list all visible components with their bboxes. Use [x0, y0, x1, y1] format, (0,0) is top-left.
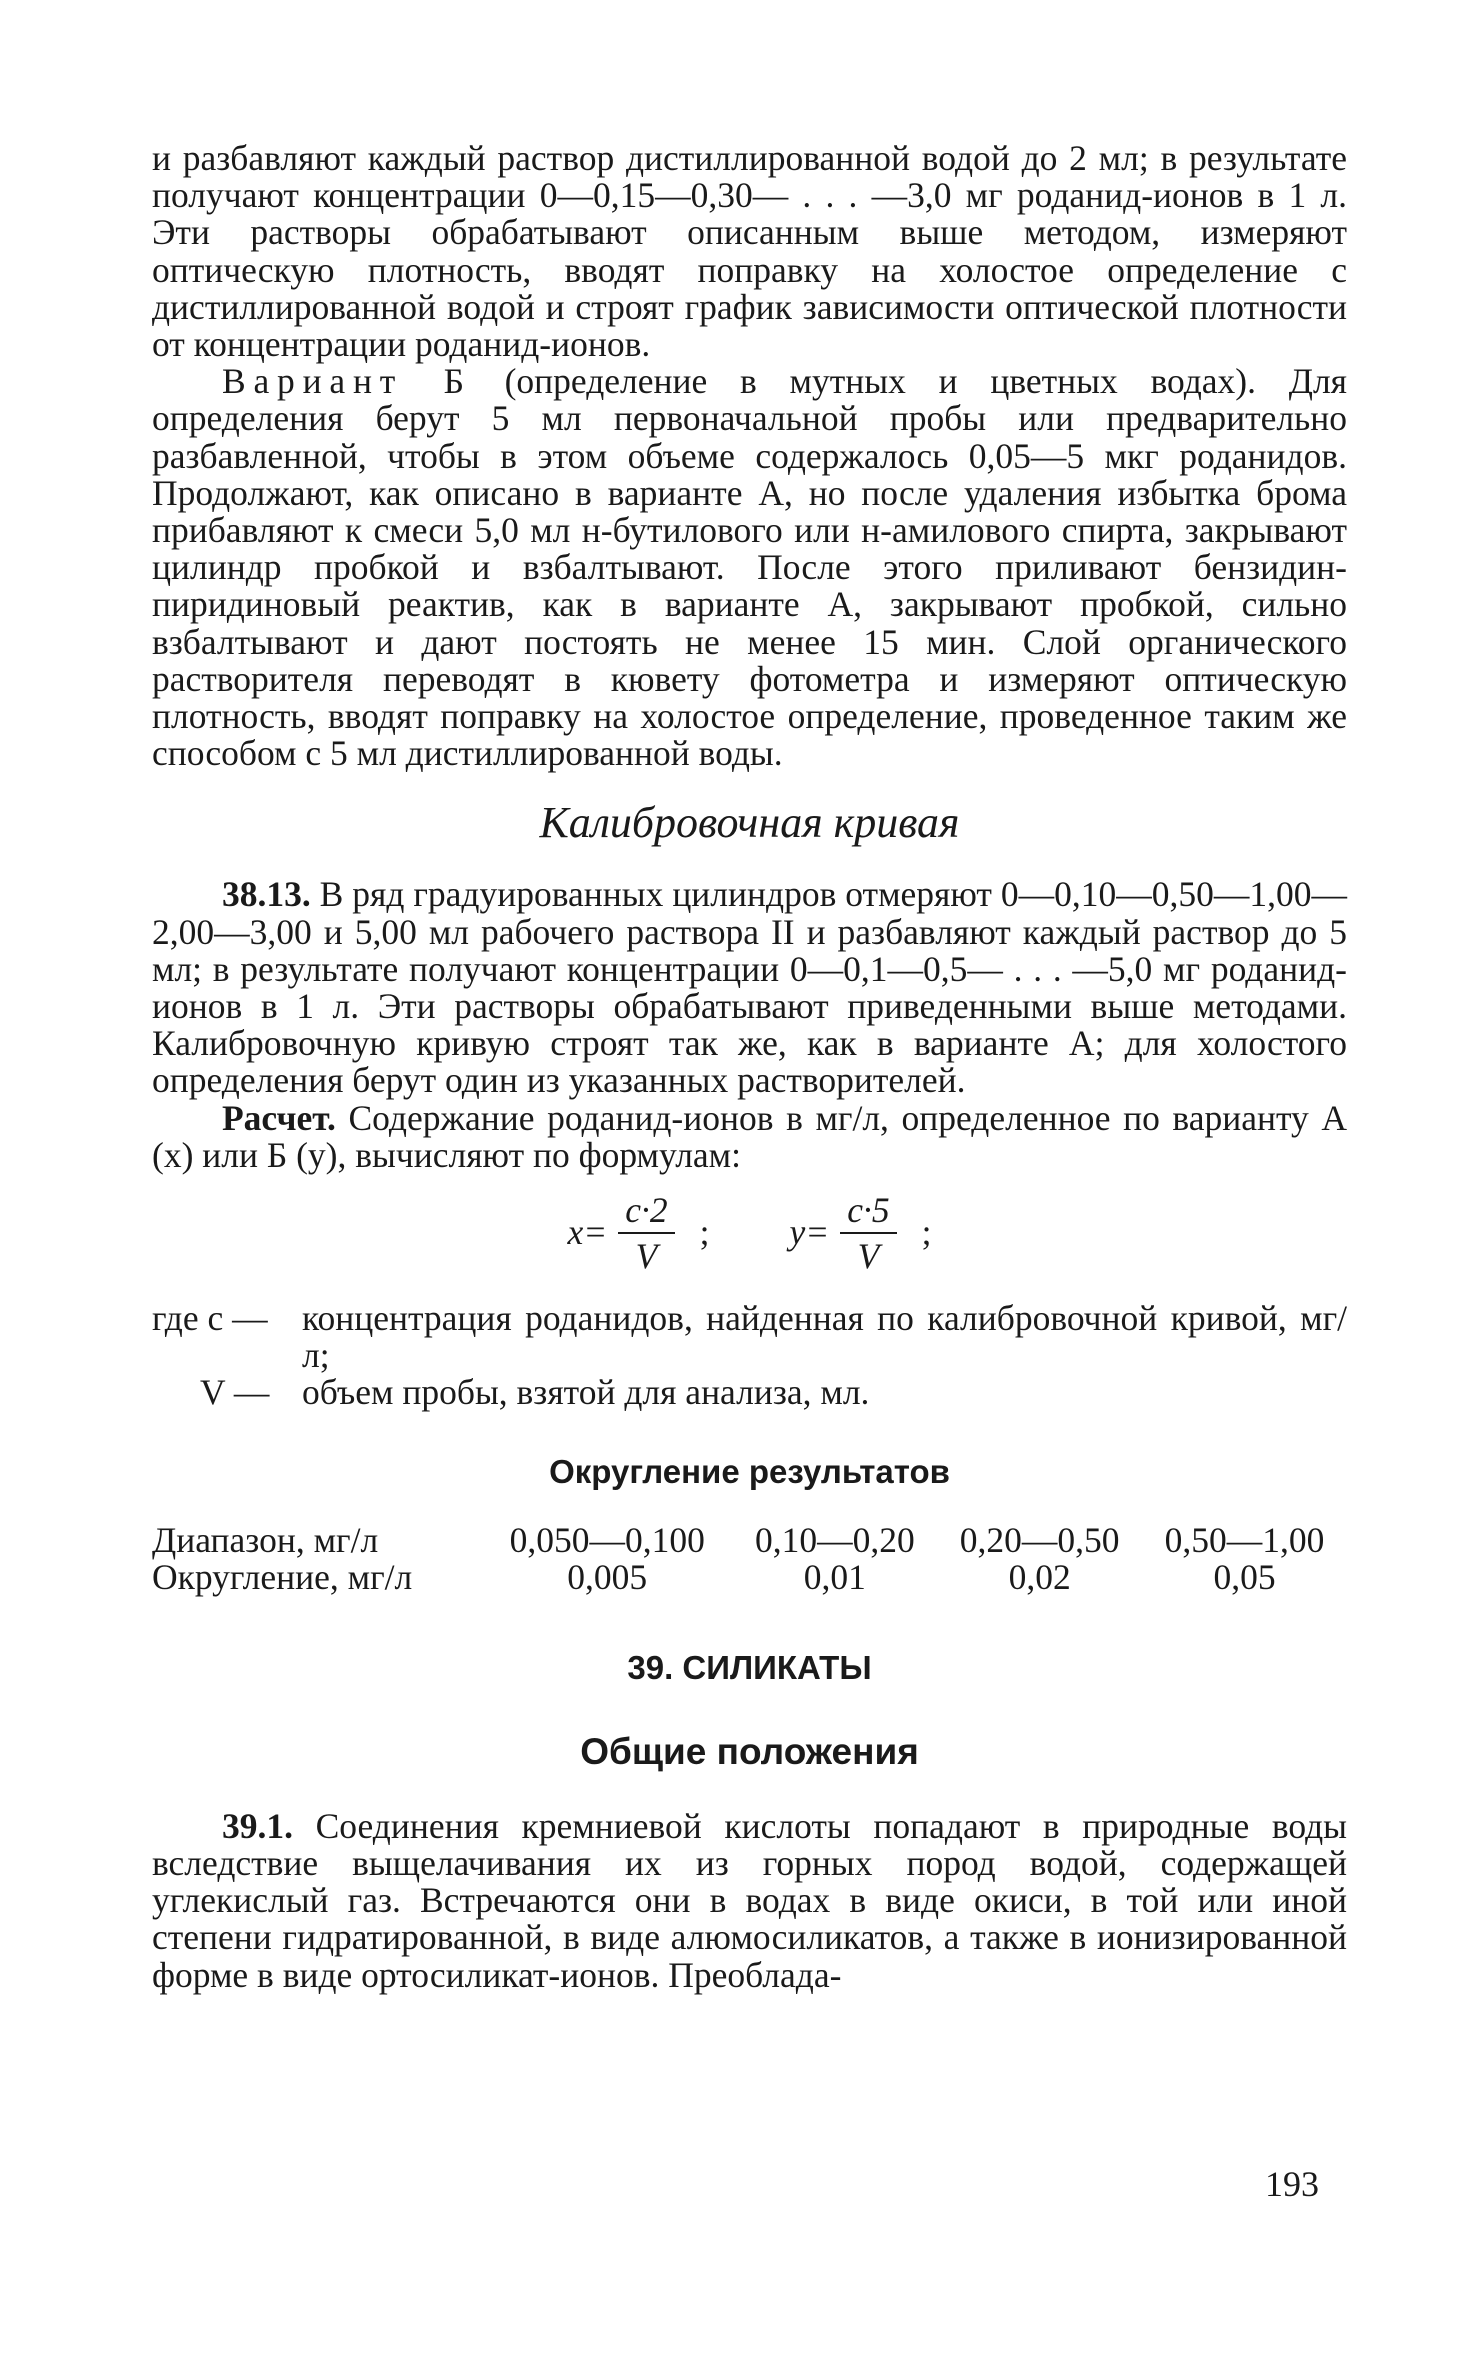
paragraph-39-1 [152, 1805, 1347, 1995]
range-value: 0,20—0,50 [959, 1519, 1120, 1560]
range-value: 0,10—0,20 [754, 1519, 915, 1560]
heading-rounding-results: Округление результатов [549, 1452, 950, 1490]
page-body [152, 140, 1347, 1994]
paragraph-variant-a-continuation: и разбавляют каждый раствор дистиллированной водой до 2 мл; в результате получают концентрации 0—0,15—0,30— . . . —3,0 мг роданид-ионов в 1 л. Эти растворы обрабатывают описанным выше методом, измеряют оптическую плотность, вводят поправку на холостое определение с дистиллированной водой и строят график зависимости оптической плотности от концентрации роданид-ионов. [152, 138, 1347, 365]
formula-x-separator: ; [699, 1212, 710, 1253]
table-row [152, 1522, 1347, 1559]
paragraph-38-13-text: В ряд градуированных цилиндров отмеряют 0—0,10—0,50—1,00—2,00—3,00 и 5,00 мл рабочего раствора II и разбавляют каждый раствор до 5 мл; в результате получают концентрации 0—0,1—0,5— . . . —5,0 мг роданид-ионов в 1 л. Эти растворы обрабатывают приведенными выше методами. Калибровочную кривую строят так же, как в варианте А; для холостого определения берут один из указанных растворителей. [152, 874, 1347, 1101]
formula-x-numerator: c·2 [625, 1190, 668, 1231]
formula-x [568, 1190, 710, 1276]
section-number-38-13: 38.13. [222, 874, 311, 915]
rounding-value: 0,005 [567, 1556, 648, 1597]
range-label: Диапазон, мг/л [152, 1519, 379, 1560]
calculation-text: Содержание роданид-ионов в мг/л, определенное по варианту А (x) или Б (y), вычисляют по формулам: [152, 1097, 1347, 1175]
paragraph-38-13 [152, 876, 1347, 1099]
formula-y [790, 1190, 932, 1276]
calculation-lead: Расчет. [222, 1097, 336, 1138]
rounding-label: Округление, мг/л [152, 1556, 413, 1597]
formula-y-fraction [839, 1190, 897, 1276]
formula-y-denominator: V [840, 1232, 898, 1276]
definition-c-text: концентрация роданидов, найденная по калибровочной кривой, мг/л; [302, 1298, 1347, 1376]
rounding-value: 0,01 [803, 1556, 866, 1597]
range-value: 0,050—0,100 [509, 1519, 705, 1560]
formula-x-fraction [617, 1190, 675, 1276]
formula-y-separator: ; [921, 1212, 932, 1253]
page-number: 193 [1265, 2164, 1319, 2204]
heading-calibration-curve: Калибровочная кривая [539, 798, 960, 848]
definition-c-term: где c — [152, 1298, 268, 1339]
variant-b-lead: Вариант Б [222, 361, 472, 402]
formula-block [152, 1190, 1347, 1276]
formula-y-numerator: c·5 [847, 1190, 890, 1231]
rounding-table [152, 1519, 1347, 1597]
definition-c [152, 1300, 1347, 1374]
heading-section-39-silicates: 39. СИЛИКАТЫ [627, 1648, 872, 1686]
formula-x-denominator: V [618, 1232, 676, 1276]
rounding-value: 0,02 [1008, 1556, 1071, 1597]
paragraph-39-1-text: Соединения кремниевой кислоты попадают в природные воды вследствие выщелачивания их из горных пород водой, содержащей углекислый газ. Встречаются они в водах в виде окиси, в той или иной степени гидратированной, в виде алюмосиликатов, а также в ионизированной форме в виде ортосиликат-ионов. Преоблада- [152, 1805, 1347, 1995]
table-row [152, 1559, 1347, 1596]
variant-b-text: (определение в мутных и цветных водах). Для определения берут 5 мл первоначальной пробы или предварительно разбавленной, чтобы в этом объеме содержалось 0,05—5 мкг роданидов. Продолжают, как описано в варианте А, но после удаления избытка брома прибавляют к смеси 5,0 мл н-бутилового или н-амилового спирта, закрывают цилиндр пробкой и взбалтывают. После этого приливают бензидин-пиридиновый реактив, как в варианте А, закрывают пробкой, сильно взбалтывают и дают постоять не менее 15 мин. Слой органического растворителя переводят в кювету фотометра и измеряют оптическую плотность, вводят поправку на холостое определение, проведенное таким же способом с 5 мл дистиллированной воды. [152, 361, 1347, 774]
definition-v-text: объем пробы, взятой для анализа, мл. [302, 1372, 870, 1413]
paragraph-calculation [152, 1097, 1347, 1175]
definition-v-term: V — [200, 1372, 270, 1413]
formula-y-lhs: y= [789, 1212, 830, 1253]
formula-x-lhs: x= [567, 1212, 608, 1253]
paragraph-variant-b [152, 363, 1347, 772]
rounding-value: 0,05 [1213, 1556, 1276, 1597]
heading-general-provisions: Общие положения [580, 1730, 919, 1772]
definition-v [152, 1374, 1347, 1411]
formula-definitions [152, 1300, 1347, 1412]
section-number-39-1: 39.1. [222, 1805, 293, 1846]
range-value: 0,50—1,00 [1164, 1519, 1325, 1560]
